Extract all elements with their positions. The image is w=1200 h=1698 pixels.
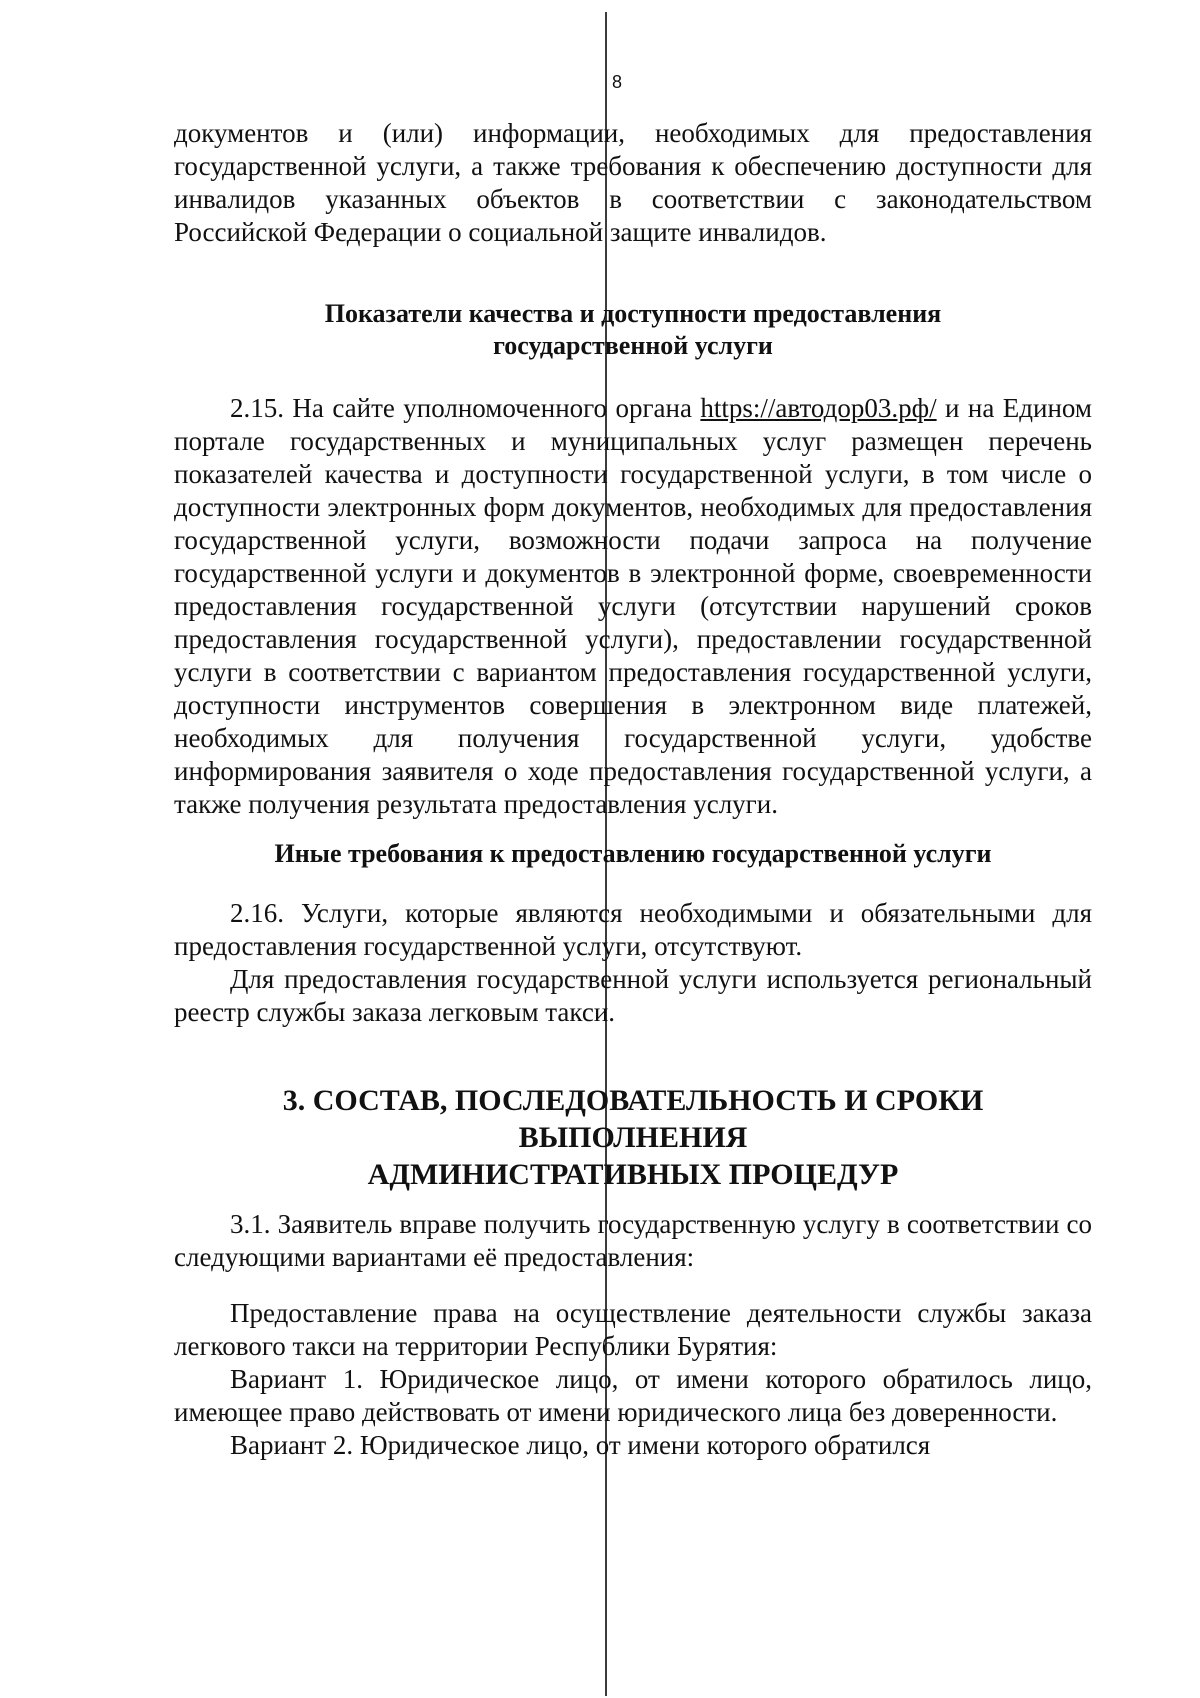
paragraph-3-1-text: 3.1. Заявитель вправе получить государственную услугу в соответствии со следующими вариантами её предоставления: (174, 1209, 1092, 1272)
authority-site-link[interactable]: https://автодор03.рф/ (700, 393, 937, 423)
section-other-heading-text: Иные требования к предоставлению государственной услуги (274, 839, 992, 868)
paragraph-3-1 (174, 1208, 1092, 1274)
paragraph-2-16 (174, 897, 1092, 1029)
section-quality-heading-line2: государственной услуги (493, 331, 773, 360)
intro-text: документов и (или) информации, необходимых для предоставления государственной услуги, а также требования к обеспечению доступности для инвалидов указанных объектов в соответствии с законодательством Российской Федерации о социальной защите инвалидов. (174, 118, 1092, 247)
variant-1-text: Вариант 1. Юридическое лицо, от имени которого обратилось лицо, имеющее право действовать от имени юридического лица без доверенности. (174, 1364, 1092, 1427)
section-quality-heading (174, 298, 1092, 362)
intro-paragraph (174, 117, 1092, 249)
paragraph-2-16-text: 2.16. Услуги, которые являются необходимыми и обязательными для предоставления государственной услуги, отсутствуют. (174, 898, 1092, 961)
paragraph-2-15-text (174, 392, 1092, 821)
section-3-heading-line1: 3. СОСТАВ, ПОСЛЕДОВАТЕЛЬНОСТЬ И СРОКИ ВЫПОЛНЕНИЯ (282, 1084, 984, 1154)
paragraph-2-15-prefix: 2.15. На сайте уполномоченного органа (230, 393, 701, 423)
variants-block (174, 1297, 1092, 1462)
variant-2-text: Вариант 2. Юридическое лицо, от имени которого обратился (230, 1430, 931, 1460)
paragraph-2-15 (174, 392, 1092, 821)
page-number: 8 (612, 72, 623, 92)
section-3-heading (174, 1082, 1092, 1193)
section-other-heading (174, 838, 1092, 870)
variants-intro-text: Предоставление права на осуществление деятельности службы заказа легкового такси на территории Республики Бурятия: (174, 1298, 1092, 1361)
section-quality-heading-line1: Показатели качества и доступности предоставления (324, 299, 942, 328)
section-3-heading-line2: АДМИНИСТРАТИВНЫХ ПРОЦЕДУР (367, 1158, 899, 1191)
paragraph-2-15-suffix: и на Едином портале государственных и муниципальных услуг размещен перечень показателей качества и доступности государственной услуги, в том числе о доступности электронных форм документов, необходимых для предоставления государственной услуги, возможности подачи запроса на получение государственной услуги и документов в электронной форме, своевременности предоставления государственной услуги (отсутствии нарушений сроков предоставления государственной услуги), предоставлении государственной услуги в соответствии с вариантом предоставления государственной услуги, доступности инструментов совершения в электронном виде платежей, необходимых для получения государственной услуги, удобстве информирования заявителя о ходе предоставления государственной услуги, а также получения результата предоставления услуги. (174, 393, 1092, 819)
paragraph-registry-text: Для предоставления государственной услуги используется региональный реестр службы заказа легковым такси. (174, 964, 1092, 1027)
